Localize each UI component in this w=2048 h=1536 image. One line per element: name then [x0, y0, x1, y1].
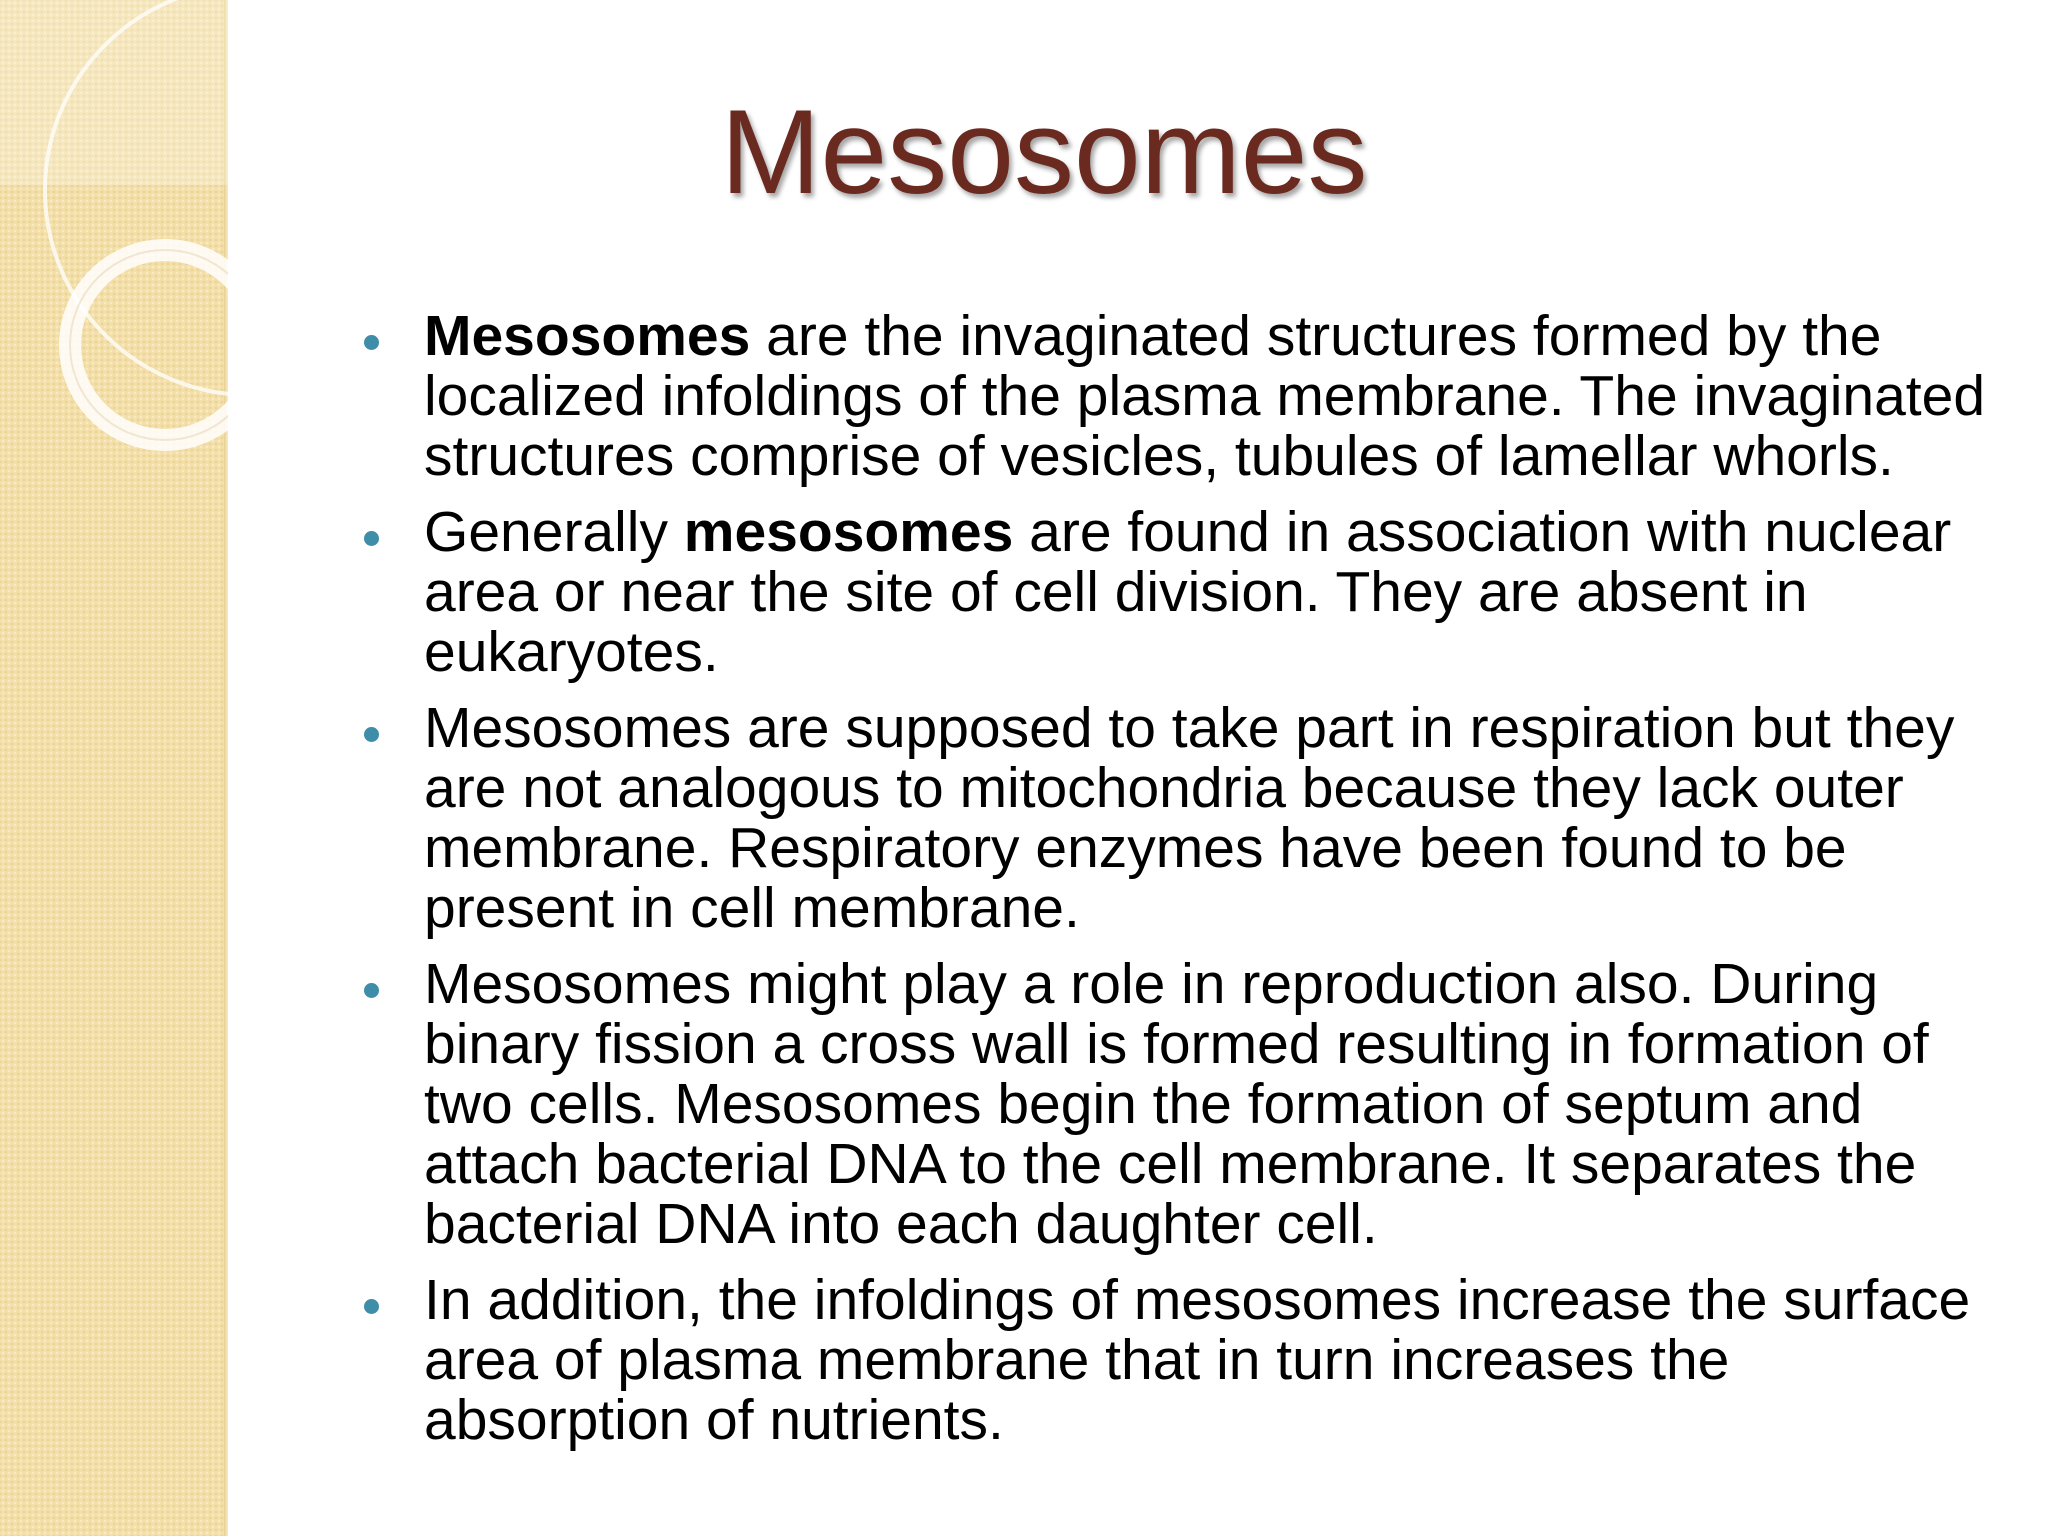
bullet-text — [424, 500, 1951, 684]
bullet-dot-icon — [364, 531, 379, 546]
bullet-text — [424, 304, 1985, 488]
bold-term: Mesosomes — [424, 304, 751, 368]
text-segment: Mesosomes might play a role in reproduction also. During binary fission a cross wall is formed resulting in formation of two cells. Mesosomes begin the formation of septum and attach bacterial DNA to the cell membrane. It separates the bacterial DNA into each daughter cell. — [424, 952, 1929, 1256]
bullet-text — [424, 696, 1954, 940]
bullet-item — [360, 502, 1990, 682]
slide-title: Mesosomes — [720, 85, 1368, 219]
text-segment: are found in association with nuclear area or near the site of cell division. They are absent in eukaryotes. — [424, 500, 1952, 684]
text-segment: are the invaginated structures formed by the localized infoldings of the plasma membrane. The invaginated structures comprise of vesicles, tubules of lamellar whorls. — [424, 304, 1986, 488]
bullet-text — [424, 952, 1929, 1256]
decorative-rings-icon — [0, 0, 228, 520]
bullet-item — [360, 954, 1990, 1254]
text-segment: Mesosomes are supposed to take part in respiration but they are not analogous to mitochondria because they lack outer membrane. Respiratory enzymes have been found to be present in cell membrane. — [424, 696, 1955, 940]
bullet-dot-icon — [364, 1299, 379, 1314]
bullet-item — [360, 698, 1990, 938]
bullet-text — [424, 1268, 1970, 1452]
bullet-dot-icon — [364, 983, 379, 998]
bullet-list — [360, 306, 1990, 1466]
text-segment: In addition, the infoldings of mesosomes increase the surface area of plasma membrane that in turn increases the absorption of nutrients. — [424, 1268, 1971, 1452]
text-segment: Generally — [424, 500, 684, 564]
bullet-item — [360, 1270, 1990, 1450]
bullet-dot-icon — [364, 335, 379, 350]
bullet-dot-icon — [364, 727, 379, 742]
bold-term: mesosomes — [683, 500, 1014, 564]
bullet-item — [360, 306, 1990, 486]
